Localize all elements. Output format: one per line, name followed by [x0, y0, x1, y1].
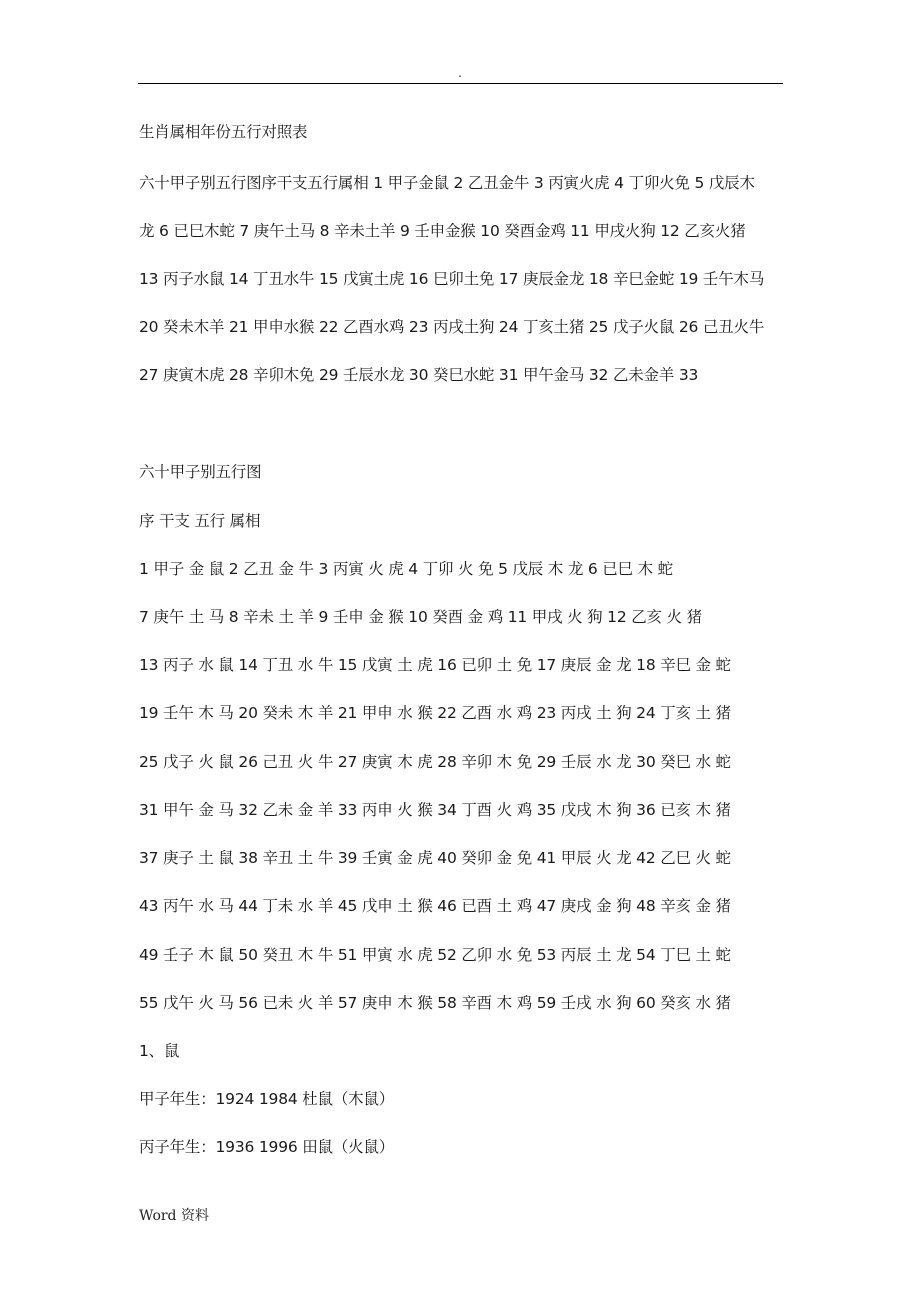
table-header: 序 干支 五行 属相: [139, 512, 261, 530]
intro-line: 27 庚寅木虎 28 辛卯木免 29 壬辰水龙 30 癸巳水蛇 31 甲午金马 32 乙未金羊 33: [139, 366, 699, 384]
table-row: 43 丙午 水 马 44 丁未 水 羊 45 戊申 土 猴 46 已酉 土 鸡 47 庚戌 金 狗 48 辛亥 金 猪: [139, 897, 731, 915]
rat-year-line: 甲子年生：1924 1984 杜鼠（木鼠）: [139, 1090, 395, 1108]
intro-line: 13 丙子水鼠 14 丁丑水牛 15 戊寅土虎 16 巳卯土免 17 庚辰金龙 18 辛巳金蛇 19 壬午木马: [139, 270, 765, 288]
header-rule: [138, 83, 783, 84]
table-row: 25 戊子 火 鼠 26 己丑 火 牛 27 庚寅 木 虎 28 辛卯 木 免 29 壬辰 水 龙 30 癸巳 水 蛇: [139, 753, 731, 771]
footer-label: Word 资料: [139, 1208, 209, 1224]
table-row: 37 庚子 土 鼠 38 辛丑 土 牛 39 壬寅 金 虎 40 癸卯 金 免 41 甲辰 火 龙 42 乙巳 火 蛇: [139, 849, 731, 867]
header-mark: .: [458, 66, 462, 80]
table-row: 55 戊午 火 马 56 已未 火 羊 57 庚申 木 猴 58 辛酉 木 鸡 59 壬戌 水 狗 60 癸亥 水 猪: [139, 994, 731, 1012]
section-title: 六十甲子别五行图: [139, 463, 262, 481]
table-row: 49 壬子 木 鼠 50 癸丑 木 牛 51 甲寅 水 虎 52 乙卯 水 免 53 丙辰 土 龙 54 丁巳 土 蛇: [139, 946, 731, 964]
table-row: 1 甲子 金 鼠 2 乙丑 金 牛 3 丙寅 火 虎 4 丁卯 火 免 5 戊辰 木 龙 6 已巳 木 蛇: [139, 560, 673, 578]
table-row: 13 丙子 水 鼠 14 丁丑 水 牛 15 戊寅 土 虎 16 已卯 土 免 17 庚辰 金 龙 18 辛巳 金 蛇: [139, 656, 731, 674]
intro-line: 六十甲子别五行图序干支五行属相 1 甲子金鼠 2 乙丑金牛 3 丙寅火虎 4 丁卯火免 5 戊辰木: [139, 174, 755, 192]
rat-year-line: 丙子年生：1936 1996 田鼠（火鼠）: [139, 1138, 395, 1156]
table-row: 31 甲午 金 马 32 乙未 金 羊 33 丙申 火 猴 34 丁酉 火 鸡 35 戊戌 木 狗 36 已亥 木 猪: [139, 801, 731, 819]
table-row: 7 庚午 土 马 8 辛未 土 羊 9 壬申 金 猴 10 癸酉 金 鸡 11 甲戌 火 狗 12 乙亥 火 猪: [139, 608, 702, 626]
intro-line: 龙 6 已巳木蛇 7 庚午土马 8 辛未土羊 9 壬申金猴 10 癸酉金鸡 11 甲戌火狗 12 乙亥火猪: [139, 222, 746, 240]
doc-title: 生肖属相年份五行对照表: [139, 123, 308, 141]
table-row: 19 壬午 木 马 20 癸未 木 羊 21 甲申 水 猴 22 乙酉 水 鸡 23 丙戌 土 狗 24 丁亥 土 猪: [139, 704, 731, 722]
rat-heading: 1、鼠: [139, 1042, 180, 1060]
intro-line: 20 癸未木羊 21 甲申水猴 22 乙酉水鸡 23 丙戌土狗 24 丁亥土猪 25 戊子火鼠 26 己丑火牛: [139, 318, 765, 336]
